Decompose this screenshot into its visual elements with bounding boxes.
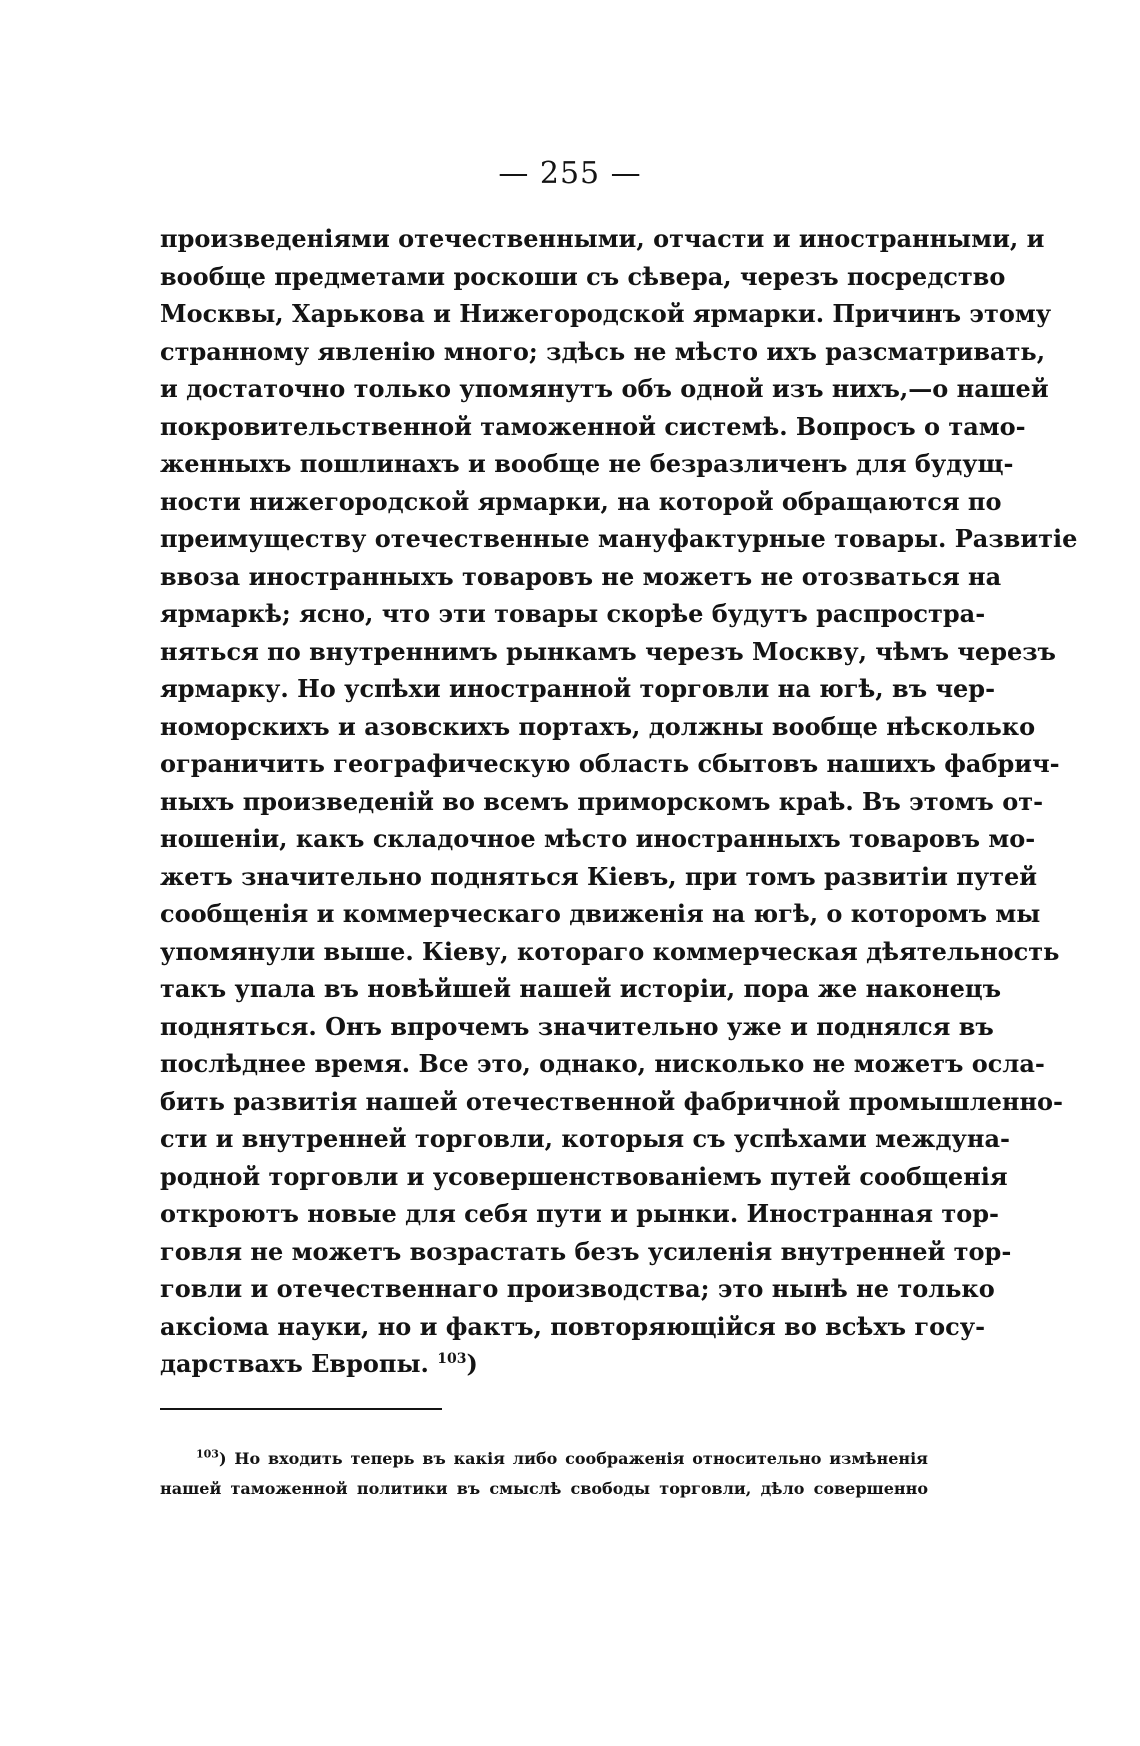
body-text xyxy=(160,220,1078,1383)
text-line: жетъ значительно подняться Кіевъ, при томъ развитіи путей xyxy=(160,861,1038,891)
text-line: родной торговли и усовершенствованіемъ путей сообщенія xyxy=(160,1161,1008,1191)
footnote-reference[interactable]: 103 xyxy=(437,1351,467,1367)
footnote-line: нашей таможенной политики въ смыслѣ свободы торговли, дѣло совершенно xyxy=(160,1479,928,1498)
text-line: говли и отечественнаго производства; это нынѣ не только xyxy=(160,1274,995,1303)
text-line: ношеніи, какъ складочное мѣсто иностранныхъ товаровъ мо- xyxy=(160,824,1036,853)
text-line: послѣднее время. Все это, однако, нисколько не можетъ осла- xyxy=(160,1049,1045,1078)
text-line: бить развитія нашей отечественной фабричной промышленно- xyxy=(160,1086,1063,1116)
text-line: и достаточно только упомянутъ объ одной изъ нихъ,—о нашей xyxy=(160,374,1049,403)
text-line: упомянули выше. Кіеву, котораго коммерческая дѣятельность xyxy=(160,936,1060,966)
text-line: произведеніями отечественными, отчасти и иностранными, и xyxy=(160,224,1045,253)
text-line: ввоза иностранныхъ товаровъ не можетъ не отозваться на xyxy=(160,561,1002,591)
text-line: откроютъ новые для себя пути и рынки. Иностранная тор- xyxy=(160,1199,999,1228)
text-line: странному явленію много; здѣсь не мѣсто ихъ разсматривать, xyxy=(160,336,1046,366)
text-line: вообще предметами роскоши съ сѣвера, черезъ посредство xyxy=(160,261,1006,291)
text-line: ярмаркѣ; ясно, что эти товары скорѣе будутъ распростра- xyxy=(160,599,986,628)
footnote-reference-paren: ) xyxy=(466,1349,478,1378)
footnote-mark: 103 xyxy=(196,1447,219,1461)
text-line: ныхъ произведеній во всемъ приморскомъ краѣ. Въ этомъ от- xyxy=(160,786,1044,816)
text-line: женныхъ пошлинахъ и вообще не безразличенъ для будущ- xyxy=(160,449,1014,478)
text-line: няться по внутреннимъ рынкамъ черезъ Москву, чѣмъ черезъ xyxy=(160,636,1056,666)
footnote-text: ) Но входить теперь въ какія либо соображенія относительно измѣненія xyxy=(218,1449,928,1468)
text-line: номорскихъ и азовскихъ портахъ, должны вообще нѣсколько xyxy=(160,711,1036,741)
text-line: ограничить географическую область сбытовъ нашихъ фабрич- xyxy=(160,749,1060,778)
text-line: сообщенія и коммерческаго движенія на югѣ, о которомъ мы xyxy=(160,899,1041,928)
text-line: преимуществу отечественные мануфактурные товары. Развитіе xyxy=(160,524,1078,553)
footnote-divider xyxy=(160,1408,442,1410)
text-line: подняться. Онъ впрочемъ значительно уже и поднялся въ xyxy=(160,1011,994,1041)
page-number: — 255 — xyxy=(498,156,642,191)
text-line: ярмарку. Но успѣхи иностранной торговли на югѣ, въ чер- xyxy=(160,674,996,703)
text-line: такъ упала въ новѣйшей нашей исторіи, пора же наконецъ xyxy=(160,974,1002,1003)
last-line-text: дарствахъ Европы. xyxy=(160,1349,429,1378)
text-line: Москвы, Харькова и Нижегородской ярмарки. Причинъ этому xyxy=(160,299,1052,328)
text-line: ности нижегородской ярмарки, на которой обращаются по xyxy=(160,486,1002,516)
text-line: покровительственной таможенной системѣ. Вопросъ о тамо- xyxy=(160,411,1026,441)
footnote-line xyxy=(160,1444,928,1474)
text-line-last xyxy=(160,1345,928,1383)
footnote xyxy=(160,1444,928,1504)
text-line: сти и внутренней торговли, которыя съ успѣхами междуна- xyxy=(160,1124,1010,1153)
text-line: говля не можетъ возрастать безъ усиленія внутренней тор- xyxy=(160,1236,1012,1266)
text-line: аксіома науки, но и фактъ, повторяющійся во всѣхъ госу- xyxy=(160,1311,986,1341)
